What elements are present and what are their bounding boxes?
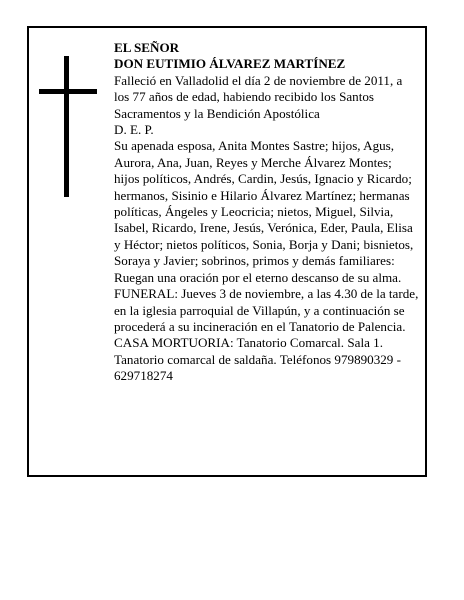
- mortuary-info: CASA MORTUORIA: Tanatorio Comarcal. Sala 1. Tanatorio comarcal de saldaña. Teléfonos 979890329 - 629718274: [114, 335, 401, 384]
- cross-horizontal-bar: [39, 89, 97, 94]
- cross-vertical-bar: [64, 56, 69, 197]
- heading-title: EL SEÑOR: [114, 40, 180, 55]
- prayer-request: Ruegan una oración por el eterno descanso de su alma.: [114, 269, 402, 285]
- deceased-name: DON EUTIMIO ÁLVAREZ MARTÍNEZ: [114, 56, 346, 72]
- death-notice: Falleció en Valladolid el día 2 de noviembre de 2011, a los 77 años de edad, habiendo recibido los Santos Sacramentos y la Bendición Apostólica: [114, 72, 403, 121]
- funeral-info: FUNERAL: Jueves 3 de noviembre, a las 4.30 de la tarde, en la iglesia parroquial de Villapún, y a continuación se procederá a su incineración en el Tanatorio de Palencia.: [114, 286, 419, 334]
- dep-text: D. E. P.: [114, 122, 154, 138]
- cross-icon: [39, 56, 97, 197]
- obituary-text: [114, 40, 420, 385]
- family-list: Su apenada esposa, Anita Montes Sastre; hijos, Agus, Aurora, Ana, Juan, Reyes y Merche Álvarez Montes; hijos políticos, Andrés, Cardin, Jesús, Ignacio y Ricardo; hermanos, Sisinio e Hilario Álvarez Martínez; hermanas políticas, Ángeles y Leocricia; nietos, Miguel, Silvia, Isabel, Ricardo, Irene, Jesús, Verónica, Eder, Paula, Elisa y Héctor; nietos políticos, Sonia, Borja y Dani; bisnietos, Soraya y Javier; sobrinos, primos y demás familiares:: [114, 138, 414, 269]
